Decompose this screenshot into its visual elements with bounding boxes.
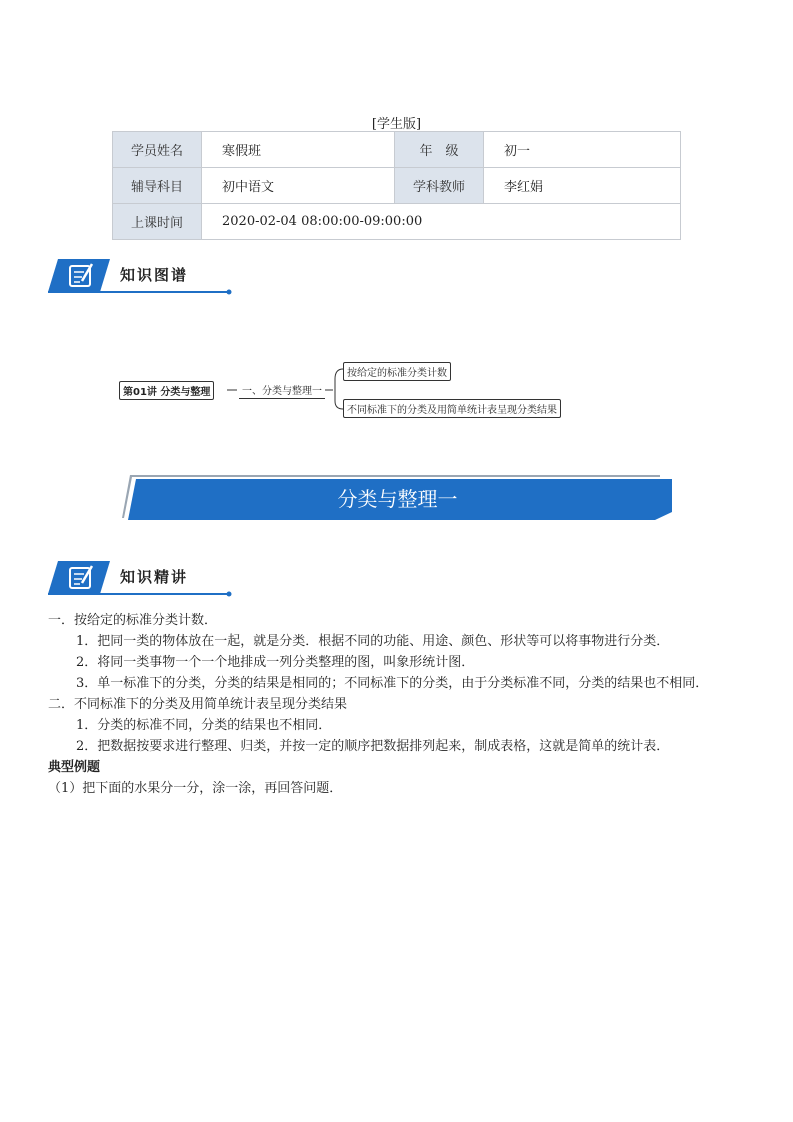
question-1: （1）把下面的水果分一分，涂一涂，再回答问题． (48, 781, 343, 796)
grade-label: 年 级 (395, 132, 484, 168)
heading-2: 二．不同标准下的分类及用简单统计表呈现分类结果 (48, 697, 348, 712)
student-name-label: 学员姓名 (113, 132, 202, 168)
student-info-table (112, 131, 681, 240)
mind-map-root: 第01讲 分类与整理 (119, 381, 214, 400)
mind-map-leaf-2: 不同标准下的分类及用简单统计表呈现分类结果 (343, 399, 561, 418)
student-name-value: 寒假班 (202, 132, 395, 168)
paragraph-2: 2．将同一类事物一个一个地排成一列分类整理的图，叫象形统计图． (76, 655, 475, 670)
section-title: 知识精讲 (120, 568, 189, 586)
table-row (113, 132, 681, 168)
mind-map-branch: 一、分类与整理一 (239, 381, 325, 399)
section-header-knowledge-map (48, 259, 233, 297)
subject-value: 初中语文 (202, 168, 395, 204)
table-row (113, 204, 681, 240)
subject-label: 辅导科目 (113, 168, 202, 204)
section-title: 知识图谱 (120, 266, 189, 284)
example-title: 典型例题 (48, 760, 101, 775)
section-header-knowledge-lecture (48, 561, 233, 599)
paragraph-5: 2．把数据按要求进行整理、归类，并按一定的顺序把数据排列起来，制成表格，这就是简单的统计表． (76, 739, 670, 754)
class-time-label: 上课时间 (113, 204, 202, 240)
paragraph-3: 3．单一标准下的分类，分类的结果是相同的；不同标准下的分类，由于分类标准不同，分类的结果也不相同． (76, 676, 709, 691)
teacher-value: 李红娟 (484, 168, 681, 204)
lecture-content (48, 610, 768, 799)
grade-value: 初一 (484, 132, 681, 168)
banner-title: 分类与整理一 (337, 487, 458, 511)
paragraph-1: 1．把同一类的物体放在一起，就是分类．根据不同的功能、用途、颜色、形状等可以将事物进行分类． (76, 634, 670, 649)
mind-map (115, 355, 575, 425)
version-label: [学生版] (371, 117, 422, 132)
table-row (113, 168, 681, 204)
chapter-banner (120, 472, 675, 522)
teacher-label: 学科教师 (395, 168, 484, 204)
mind-map-leaf-1: 按给定的标准分类计数 (343, 362, 451, 381)
class-time-value: 2020-02-04 08:00:00-09:00:00 (202, 204, 681, 240)
heading-1: 一．按给定的标准分类计数． (48, 613, 218, 628)
paragraph-4: 1．分类的标准不同，分类的结果也不相同． (76, 718, 332, 733)
